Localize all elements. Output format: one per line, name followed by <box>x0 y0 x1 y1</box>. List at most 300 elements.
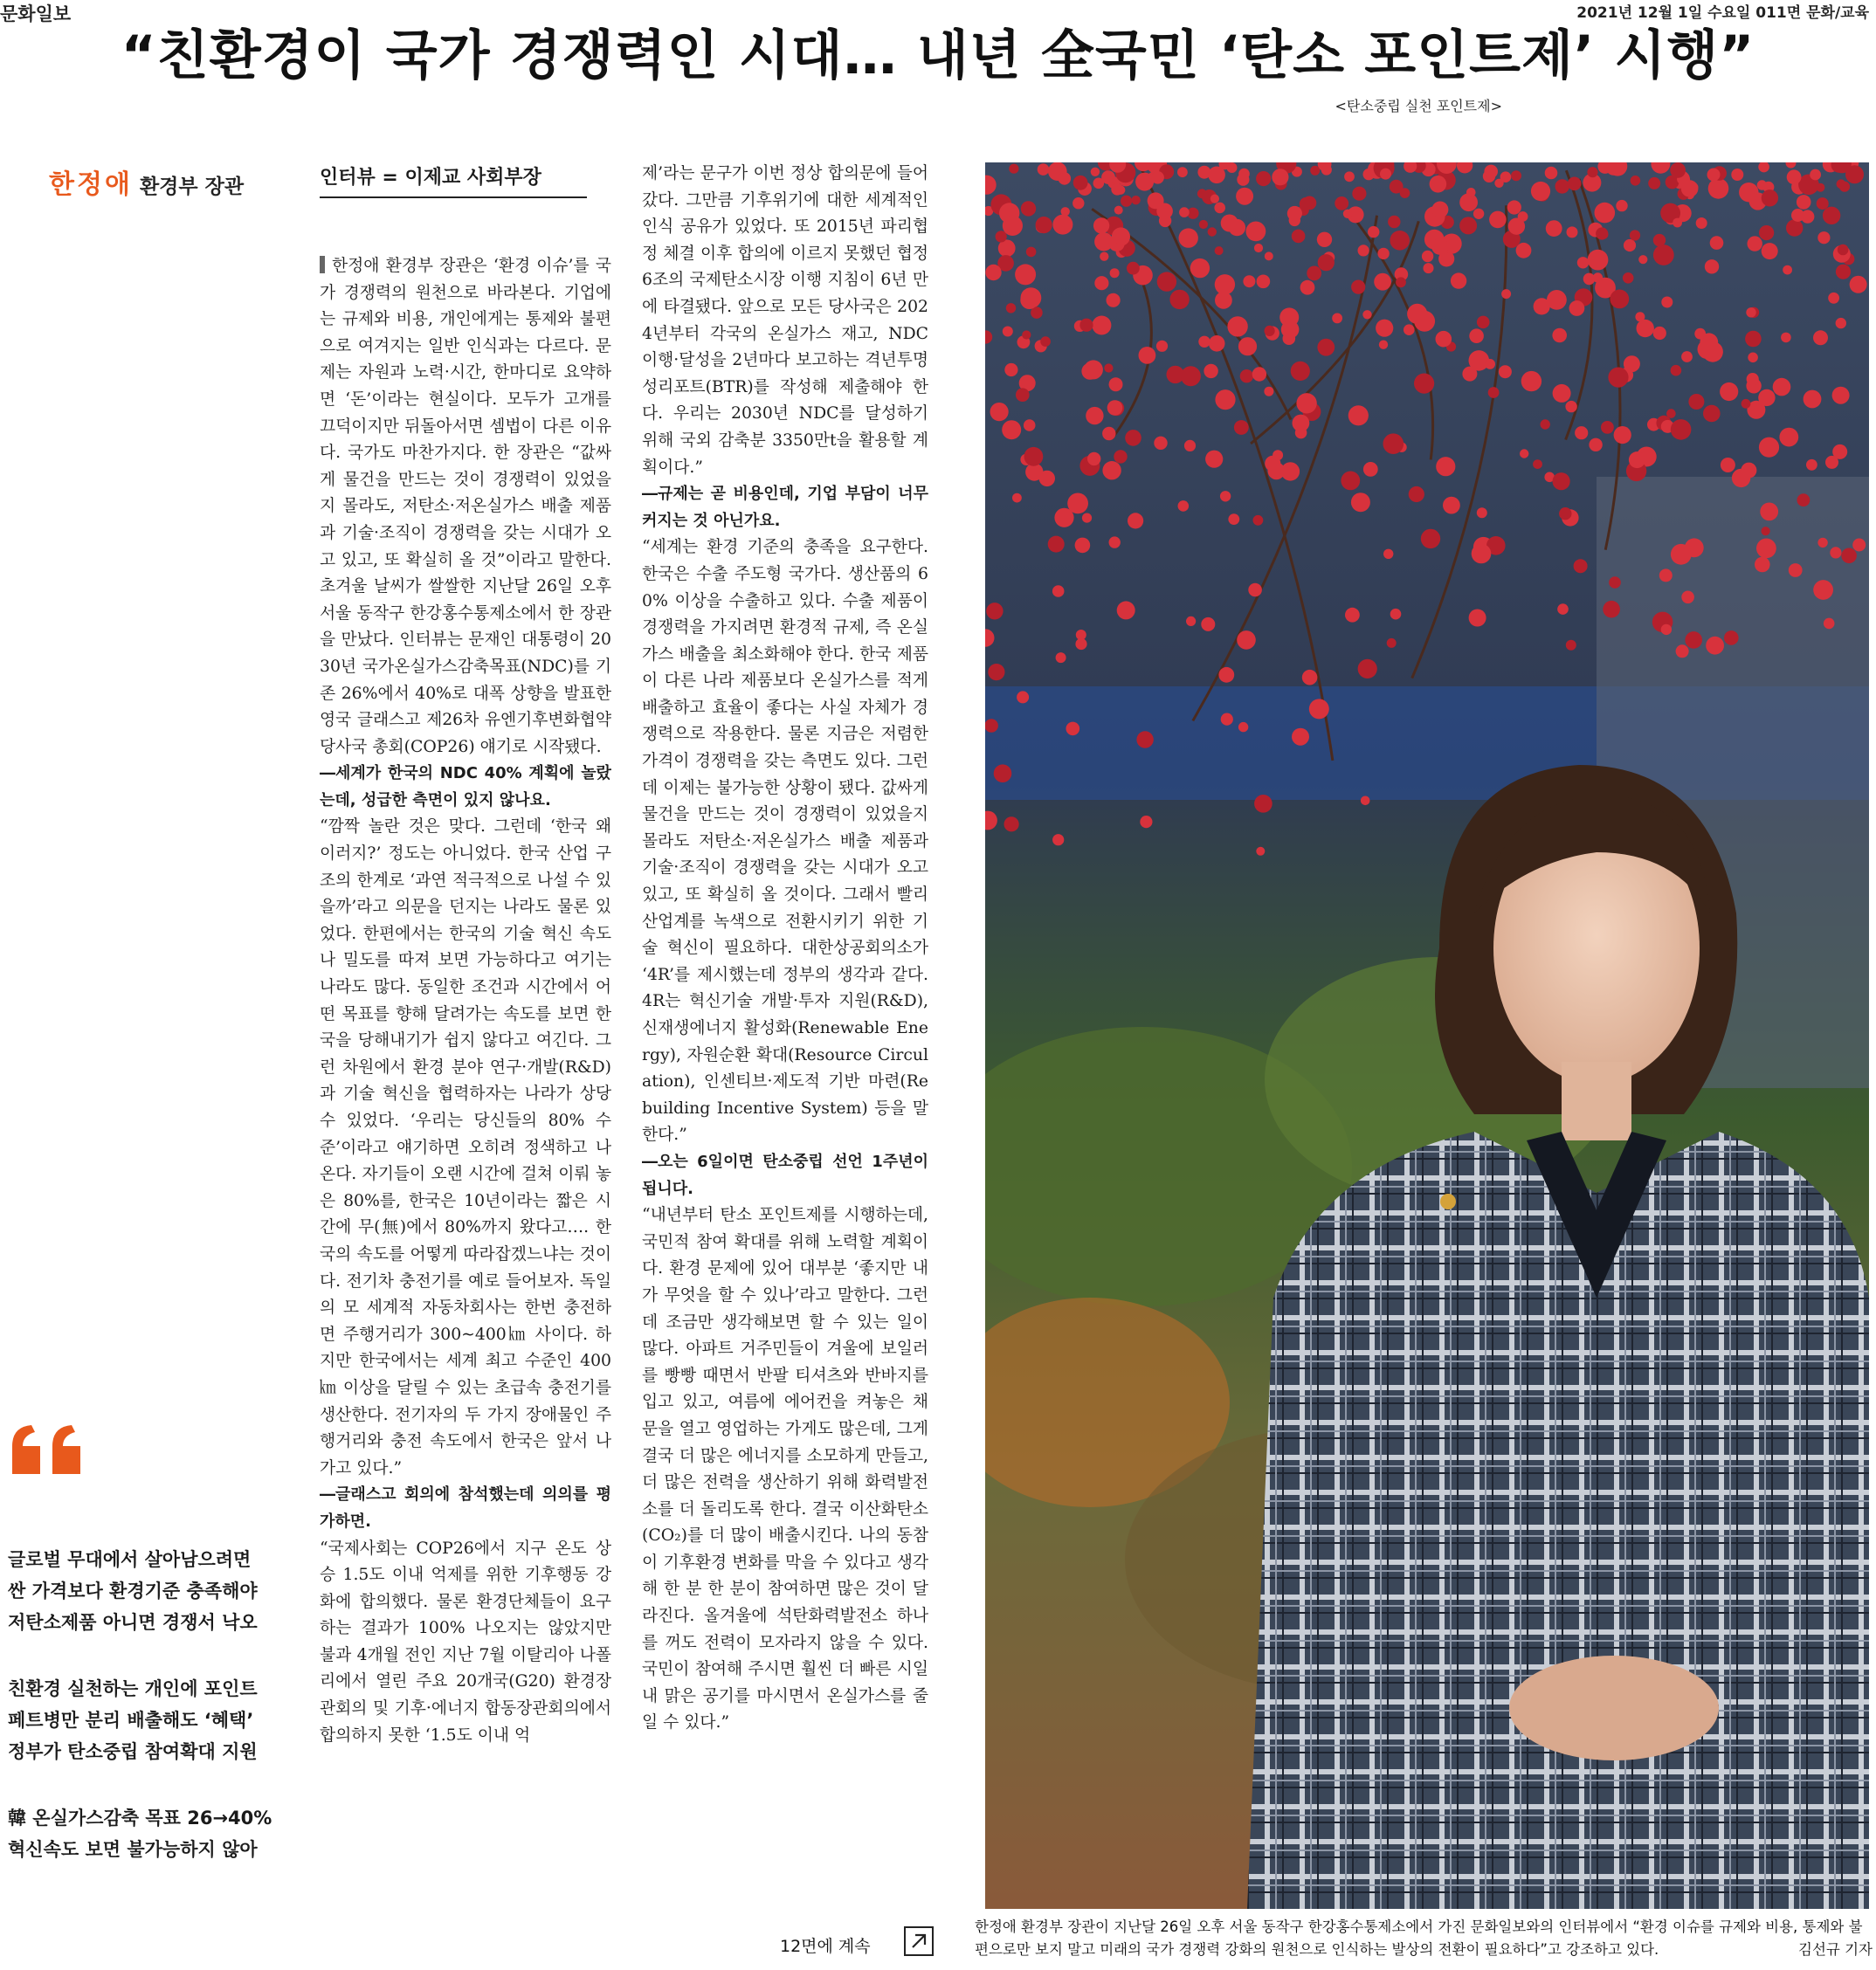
berry <box>1292 728 1309 746</box>
berry <box>1351 492 1370 512</box>
berry <box>1748 353 1758 363</box>
berry <box>1238 337 1257 355</box>
berry <box>1555 179 1569 193</box>
berry <box>1653 234 1666 246</box>
berry <box>1293 415 1310 432</box>
berry <box>1609 576 1621 589</box>
berry <box>1653 327 1666 340</box>
berry <box>1630 230 1640 240</box>
berry <box>1762 189 1778 206</box>
lead-marker <box>320 256 325 273</box>
berry <box>1786 219 1803 236</box>
berry <box>1681 351 1693 362</box>
berry <box>1671 365 1682 376</box>
berry <box>1759 225 1774 240</box>
berry <box>1616 200 1627 211</box>
berry <box>1084 360 1103 379</box>
berry <box>1552 328 1567 343</box>
berry <box>1218 667 1234 683</box>
berry <box>1817 538 1827 548</box>
berry <box>1731 169 1743 181</box>
berry <box>1466 188 1476 197</box>
berry <box>1787 169 1802 184</box>
quote-mark-icon <box>9 1423 87 1476</box>
answer-paragraph: “세계는 환경 기준의 충족을 요구한다. 한국은 수출 주도형 국가다. 생산품의 60% 이상을 수출하고 있다. 수출 제품이 경쟁력을 가지려면 환경적 규제, 즉 온실가스 배출을 최소화해야 한다. 한국 제품이 다른 나라 제품보다 온실가스를 적게 배출하고 효율이 좋다는 사실 자체가 경쟁력으로 작용한다. 물론 지금은 저렴한 가격이 경쟁력을 갖는 측면도 있다. 그런데 이제는 불가능한 상황이 됐다. 값싸게 물건을 만드는 것이 경쟁력이 있었을지 몰라도 저탄소·저온실가스 배출 제품과 기술·조직이 경쟁력을 갖는 시대가 오고 있고, 또 확실히 올 것이다. 그래서 빨리 산업계를 녹색으로 전환시키기 위한 기술 혁신이 필요하다. 대한상공회의소가 ‘4R’를 제시했는데 정부의 생각과 같다. 4R는 혁신기술 개발·투자 지원(R&D), 신재생에너지 활성화(Renewable Energy), 자원순환 확대(Resource Circulation), 인센티브·제도적 기반 마련(Rebuilding Incentive System) 등을 말한다.” <box>642 538 928 1145</box>
caption-text: 한정애 환경부 장관이 지난달 26일 오후 서울 동작구 한강홍수통제소에서 가진 문화일보와의 인터뷰에서 “환경 이슈를 규제와 비용, 통제와 불편으로만 보지 말고 미래의 국가 경쟁력 강화의 원천으로 인식하는 발상의 전환이 필요하다”고 강조하고 있다. <box>975 1918 1863 1958</box>
berry <box>1006 303 1016 313</box>
interview-question: ―규제는 곧 비용인데, 기업 부담이 너무 커지는 것 아닌가요. <box>642 485 928 530</box>
berry <box>1135 173 1154 191</box>
berry <box>1003 327 1013 337</box>
berry <box>1332 313 1342 324</box>
berry <box>1383 549 1393 559</box>
berry <box>1302 670 1318 685</box>
berry <box>1414 311 1435 332</box>
berry <box>1362 310 1371 319</box>
berry <box>1052 585 1065 597</box>
berry <box>1254 795 1273 813</box>
berry <box>1016 388 1030 402</box>
berry <box>1707 169 1721 182</box>
berry <box>1451 272 1466 288</box>
berry <box>1296 393 1316 413</box>
berry <box>1488 387 1500 398</box>
berry <box>1139 347 1156 364</box>
berry <box>1157 272 1176 291</box>
berry <box>1131 196 1140 204</box>
lead-paragraph: 한정애 환경부 장관은 ‘환경 이슈’를 국가 경쟁력의 원천으로 바라본다. 기업에는 규제와 비용, 개인에게는 통제와 불편으로 여겨지는 일반 인식과는 다르다. 문제는 자원과 노력·시간, 한마디로 요약하면 ‘돈’이라는 현실이다. 모두가 고개를 끄덕이지만 뒤돌아서면 셈법이 다른 이유다. 국가도 마찬가지다. 한 장관은 “값싸게 물건을 만드는 것이 경쟁력이 있었을지 몰라도, 저탄소·저온실가스 배출 제품과 기술·조직이 경쟁력을 갖는 시대가 오고 있고, 또 확실히 올 것”이라고 말한다. 초겨울 날씨가 쌀쌀한 지난달 26일 오후 서울 동작구 한강홍수통제소에서 한 장관을 만났다. 인터뷰는 문재인 대통령이 2030년 국가온실가스감축목표(NDC)를 기존 26%에서 40%로 대폭 상향을 발표한 영국 글래스고 제26차 유엔기후변화협약 당사국 총회(COP26) 얘기로 시작됐다. <box>320 257 611 756</box>
berry <box>1485 359 1495 369</box>
berry <box>1824 618 1835 630</box>
berry <box>994 764 1012 782</box>
berry <box>1791 209 1804 222</box>
berry <box>996 231 1007 242</box>
berry <box>1178 500 1190 512</box>
newspaper-masthead: 문화일보 <box>0 3 72 24</box>
berry <box>1204 364 1217 378</box>
berry <box>1520 449 1528 458</box>
berry <box>1292 230 1306 244</box>
berry <box>1614 426 1631 444</box>
berry <box>1236 188 1253 205</box>
berry <box>990 403 1009 421</box>
berry <box>1681 591 1694 604</box>
berry <box>1648 177 1660 189</box>
berry <box>1363 169 1375 180</box>
berry <box>1469 328 1484 343</box>
berry <box>1127 262 1140 275</box>
berry <box>1507 200 1521 214</box>
berry <box>1208 227 1217 236</box>
berry <box>1559 507 1571 520</box>
berry <box>1246 222 1266 242</box>
berry <box>1838 245 1849 256</box>
berry <box>1817 231 1830 244</box>
berry <box>1388 216 1400 228</box>
berry <box>1624 239 1636 251</box>
berry <box>1816 183 1824 192</box>
berry <box>1459 217 1477 234</box>
takeaway-line: 저탄소제품 아니면 경쟁서 낙오 <box>8 1612 258 1633</box>
berry <box>1500 171 1512 183</box>
berry <box>1361 796 1370 806</box>
berry <box>1093 178 1105 189</box>
berry <box>1387 638 1397 648</box>
berry <box>1681 180 1699 197</box>
berry <box>1024 419 1036 431</box>
continued-notice[interactable] <box>780 1933 934 1957</box>
berry <box>1721 458 1735 472</box>
berry <box>1436 331 1452 348</box>
berry <box>1724 630 1739 645</box>
berry <box>1546 220 1562 237</box>
berry <box>1022 330 1031 339</box>
berry <box>1300 280 1315 295</box>
berry <box>1004 363 1017 376</box>
berry <box>1676 644 1689 658</box>
berry <box>1755 557 1770 573</box>
berry <box>1109 536 1121 548</box>
berry <box>1601 421 1614 434</box>
takeaways-sidebar <box>8 1544 296 1900</box>
berry <box>1404 324 1415 335</box>
berry <box>1462 367 1477 382</box>
berry <box>1237 630 1256 650</box>
berry <box>1673 218 1682 228</box>
berry <box>1009 164 1018 174</box>
berry <box>1781 333 1791 343</box>
photo-caption <box>975 1916 1873 1961</box>
berry <box>1746 307 1755 317</box>
berry <box>1221 713 1233 726</box>
berry <box>1521 371 1541 391</box>
berry <box>1587 167 1597 177</box>
takeaway-line: 韓 온실가스감축 목표 26→40% <box>8 1808 272 1829</box>
berry <box>1836 265 1851 279</box>
berry <box>1363 462 1378 477</box>
berry <box>1400 188 1410 198</box>
berry <box>1110 268 1120 278</box>
berry <box>1125 430 1141 446</box>
interviewee-title: 환경부 장관 <box>139 176 245 198</box>
berry <box>1421 529 1440 548</box>
interview-question: ―글래스고 회의에 참석했는데 의의를 평가하면. <box>320 1485 611 1531</box>
berry <box>1307 266 1321 281</box>
berry <box>1635 312 1645 321</box>
berry <box>1797 493 1810 506</box>
berry <box>1685 538 1704 557</box>
berry <box>1390 231 1410 251</box>
berry <box>1830 547 1841 558</box>
berry <box>1072 197 1084 209</box>
berry <box>1254 244 1263 252</box>
berry <box>1511 170 1521 181</box>
berry <box>1414 374 1434 394</box>
berry <box>1291 362 1310 381</box>
berry <box>1240 369 1253 382</box>
berry <box>1256 171 1271 186</box>
berry <box>1368 226 1379 238</box>
berry <box>1553 384 1571 403</box>
berry <box>1117 601 1135 619</box>
berry <box>1272 169 1288 185</box>
berry <box>1116 185 1126 195</box>
berry <box>1205 451 1223 468</box>
berry <box>1309 699 1329 719</box>
berry <box>1253 515 1264 526</box>
berry <box>1208 167 1225 184</box>
berry <box>1317 232 1332 247</box>
berry <box>1227 162 1238 173</box>
answer-paragraph: “내년부터 탄소 포인트제를 시행하는데, 국민적 참여 확대를 위해 노력할 계획이다. 환경 문제에 있어 대부분 ‘좋지만 내가 무엇을 할 수 있나’라고 말한다. 그런데 조금만 생각해보면 할 수 있는 일이 많다. 아파트 거주민들이 겨울에 보일러를 빵빵 때면서 반팔 티셔츠와 반바지를 입고 있고, 여름에 에어컨을 켜놓은 채 문을 열고 영업하는 가게도 많은데, 그게 결국 더 많은 에너지를 소모하게 만들고, 더 많은 전력을 생산하기 위해 화력발전소를 더 돌리도록 한다. 결국 이산화탄소(CO₂)를 더 많이 배출시킨다. 나의 동참이 기후환경 변화를 막을 수 있다고 생각해 한 분 한 분이 참여하면 많은 것이 달라진다. 올겨울에 석탄화력발전소 하나를 꺼도 전력이 모자라지 않을 수 있다. 국민이 참여해 주시면 훨씬 더 빠른 시일 내 맑은 공기를 마시면서 온실가스를 줄일 수 있다.” <box>642 1206 928 1732</box>
berry <box>1104 363 1113 372</box>
berry <box>1565 401 1576 412</box>
berry <box>1379 341 1388 349</box>
berry <box>1228 513 1239 525</box>
berry <box>1431 238 1448 255</box>
takeaway-line: 싼 가격보다 환경기준 충족해야 <box>8 1581 258 1601</box>
berry <box>1376 320 1393 337</box>
berry <box>1396 277 1406 287</box>
berry <box>1004 816 1019 831</box>
interviewee-name: 한정애 <box>49 169 133 200</box>
berry <box>1383 433 1404 454</box>
takeaway-group <box>8 1802 296 1865</box>
berry <box>1075 538 1091 554</box>
berry <box>1472 544 1492 564</box>
takeaway-group <box>8 1673 296 1767</box>
berry <box>1377 248 1389 259</box>
takeaway-line: 페트병만 분리 배출해도 ‘혜택’ <box>8 1710 254 1731</box>
berry <box>1066 722 1080 736</box>
berry <box>1574 559 1588 573</box>
berry <box>1156 341 1168 352</box>
berry <box>1489 211 1507 229</box>
berry <box>1804 390 1822 409</box>
berry <box>1583 273 1596 286</box>
berry <box>1100 252 1108 261</box>
takeaway-line: 혁신속도 보면 불가능하지 않아 <box>8 1839 258 1860</box>
berry <box>1705 259 1719 273</box>
berry <box>1629 451 1645 468</box>
interviewer-credit: 인터뷰 = 이제교 사회부장 <box>320 162 587 198</box>
takeaway-line: 글로벌 무대에서 살아남으려면 <box>8 1549 252 1570</box>
berry <box>1215 246 1224 255</box>
berry <box>1067 493 1088 514</box>
berry <box>1637 320 1654 337</box>
berry <box>1659 568 1673 582</box>
berry <box>1603 601 1620 618</box>
berry <box>1828 293 1839 304</box>
berry <box>985 719 998 733</box>
continued-label: 12면에 계속 <box>780 1937 871 1956</box>
berry <box>1703 405 1721 423</box>
berry <box>1756 539 1776 559</box>
berry <box>1661 624 1672 635</box>
berry <box>1317 339 1335 356</box>
berry <box>1351 280 1365 294</box>
berry <box>1114 206 1123 215</box>
berry <box>1256 847 1265 856</box>
article-headline: “친환경이 국가 경쟁력인 시대… 내년 全국민 ‘탄소 포인트제’ 시행” <box>121 24 1755 86</box>
berry <box>1086 407 1103 424</box>
berry <box>1374 273 1391 291</box>
takeaway-line: 친환경 실천하는 개인에 포인트 <box>8 1678 258 1699</box>
berry <box>1759 437 1779 458</box>
berry <box>1234 420 1249 435</box>
berry <box>1265 326 1275 336</box>
berry <box>1422 251 1433 262</box>
berry <box>1048 536 1065 553</box>
berry <box>1358 659 1377 678</box>
berry <box>1533 459 1542 469</box>
berry <box>1128 513 1143 528</box>
berry <box>1806 459 1817 471</box>
berry <box>1109 377 1123 391</box>
berry <box>1215 389 1235 410</box>
berry <box>1169 290 1189 309</box>
berry <box>1841 548 1857 564</box>
berry <box>1653 245 1674 265</box>
arrow-up-right-icon <box>904 1926 934 1956</box>
answer-paragraph: “깜짝 놀란 것은 맞다. 그런데 ‘한국 왜 이러지?’ 정도는 아니었다. 한국 산업 구조의 한계로 ‘과연 적극적으로 나설 수 있을까’라고 의문을 던지는 나라도 물론 있었다. 한편에서는 한국의 기술 혁신 속도나 밀도를 따져 보면 가능하다고 여기는 나라도 많다. 동일한 조건과 시간에서 어떤 목표를 향해 달려가는 속도를 보면 한국을 당해내기가 쉽지 않다고 여긴다. 그런 차원에서 환경 분야 연구·개발(R&D)과 기술 혁신을 협력하자는 나라가 상당수 있었다. ‘우리는 당신들의 80% 수준’이라고 얘기하면 오히려 정색하고 나온다. 자기들이 오랜 시간에 걸쳐 이뤄 놓은 80%를, 한국은 10년이라는 짧은 시간에 무(無)에서 80%까지 왔다고…. 한국의 속도를 어떻게 따라잡겠느냐는 것이다. 전기차 충전기를 예로 들어보자. 독일의 모 세계적 자동차회사는 한번 충전하면 주행거리가 300∼400㎞ 사이다. 하지만 한국에서는 세계 최고 수준인 400㎞ 이상을 달릴 수 있는 초급속 충전기를 생산한다. 전기자의 두 가지 장애물인 주행거리와 충전 속도에서 한국은 앞서 나가고 있다.” <box>320 817 611 1478</box>
berry <box>1300 197 1313 210</box>
berry <box>1243 275 1255 287</box>
berry <box>1508 218 1525 235</box>
takeaway-group <box>8 1544 296 1638</box>
berry <box>1215 274 1235 294</box>
berry <box>1631 176 1641 186</box>
berry <box>1321 164 1332 175</box>
berry <box>1052 834 1064 845</box>
answer-paragraph: 제’라는 문구가 이번 정상 합의문에 들어갔다. 그만큼 기후위기에 대한 세계적인 인식 공유가 있었다. 또 2015년 파리협정 체결 이후 합의에 이르지 못했던 협정 6조의 국제탄소시장 이행 지침이 6년 만에 타결됐다. 앞으로 모든 당사국은 2024년부터 각국의 온실가스 재고, NDC 이행·달성을 2년마다 보고하는 격년투명성리포트(BTR)를 작성해 제출해야 한다. 우리는 2030년 NDC를 달성하기 위해 국외 감축분 3350만t을 활용할 계획이다.” <box>642 164 928 477</box>
berry <box>1107 400 1123 416</box>
berry <box>1688 394 1704 410</box>
berry <box>1287 206 1302 221</box>
berry <box>1773 378 1791 396</box>
berry <box>1469 610 1486 627</box>
berry <box>1199 220 1208 229</box>
interview-question: ―세계가 한국의 NDC 40% 계획에 놀랐는데, 성급한 측면이 있지 않나요. <box>320 764 611 809</box>
berry <box>1265 251 1273 260</box>
berry <box>1214 203 1225 214</box>
berry <box>1002 420 1021 439</box>
berry <box>1477 507 1487 518</box>
berry <box>1732 469 1750 487</box>
berry <box>1073 176 1088 190</box>
berry <box>1694 328 1706 340</box>
berry <box>1040 336 1051 347</box>
berry <box>1318 254 1335 271</box>
berry <box>1702 341 1723 362</box>
berry <box>1082 513 1092 523</box>
berry <box>1837 179 1846 189</box>
berry <box>1140 816 1152 828</box>
berry <box>1813 330 1828 345</box>
berry <box>1348 405 1369 425</box>
berry <box>1545 167 1558 180</box>
berry <box>1237 174 1249 186</box>
berry <box>1531 182 1550 201</box>
berry <box>1210 195 1219 203</box>
berry <box>1516 243 1532 258</box>
berry <box>986 603 1003 619</box>
article-column-1 <box>320 253 611 1965</box>
berry <box>1184 440 1196 451</box>
berry <box>1257 275 1271 289</box>
berry <box>1114 233 1126 245</box>
berry <box>1038 163 1050 176</box>
berry <box>1817 197 1829 210</box>
berry <box>1589 438 1602 451</box>
berry <box>1813 580 1833 600</box>
berry <box>1003 216 1023 236</box>
interview-photo <box>985 162 1869 1909</box>
berry <box>1575 426 1588 439</box>
berry <box>1745 331 1762 348</box>
berry <box>1595 203 1616 224</box>
berry <box>1015 264 1036 285</box>
berry <box>1696 217 1707 229</box>
berry <box>1179 207 1190 217</box>
berry <box>1021 201 1036 216</box>
takeaway-line: 정부가 탄소중립 참여확대 지원 <box>8 1741 258 1762</box>
berry <box>1087 452 1100 465</box>
berry <box>1156 203 1173 220</box>
berry <box>1020 291 1038 309</box>
berry <box>1557 603 1569 615</box>
answer-paragraph: “국제사회는 COP26에서 지구 온도 상승 1.5도 이내 억제를 위한 기후행동 강화에 합의했다. 물론 환경단체들이 요구하는 결과가 100% 나오지는 않았지만 불과 4개월 전인 지난 7월 이탈리아 나폴리에서 열린 주요 20개국(G20) 환경장관회의 및 기후·에너지 합동장관회의에서 합의하지 못한 ‘1.5도 이내 억 <box>320 1539 611 1745</box>
berry <box>1094 276 1108 290</box>
berry <box>1547 290 1567 310</box>
interviewee-byline <box>49 162 244 201</box>
article-subhead: <탄소중립 실천 포인트제> <box>1335 98 1502 114</box>
berry <box>1227 316 1247 336</box>
berry <box>1220 491 1231 501</box>
berry <box>1281 320 1300 339</box>
berry <box>1473 209 1484 219</box>
berry <box>1091 168 1100 176</box>
berry <box>1409 486 1424 502</box>
berry <box>1036 217 1052 233</box>
berry <box>1335 196 1348 210</box>
berry <box>1443 497 1460 514</box>
berry <box>1121 196 1132 207</box>
berry <box>1760 503 1778 521</box>
berry <box>1102 427 1115 440</box>
berry <box>1569 300 1585 316</box>
berry <box>1670 162 1686 178</box>
berry <box>1553 472 1570 490</box>
berry <box>1499 365 1512 378</box>
berry <box>1273 450 1283 460</box>
berry <box>988 664 1004 680</box>
berry <box>1748 236 1762 251</box>
berry <box>1758 389 1775 406</box>
berry <box>1201 617 1215 631</box>
berry <box>1623 272 1634 284</box>
berry <box>1093 217 1109 233</box>
berry <box>1762 527 1770 535</box>
berry <box>1177 167 1188 177</box>
berry <box>1832 387 1850 404</box>
berry <box>1352 187 1366 201</box>
berry <box>1779 428 1798 447</box>
berry <box>1238 722 1248 732</box>
berry <box>1059 172 1072 185</box>
berry <box>1541 419 1550 429</box>
berry <box>1344 171 1355 182</box>
